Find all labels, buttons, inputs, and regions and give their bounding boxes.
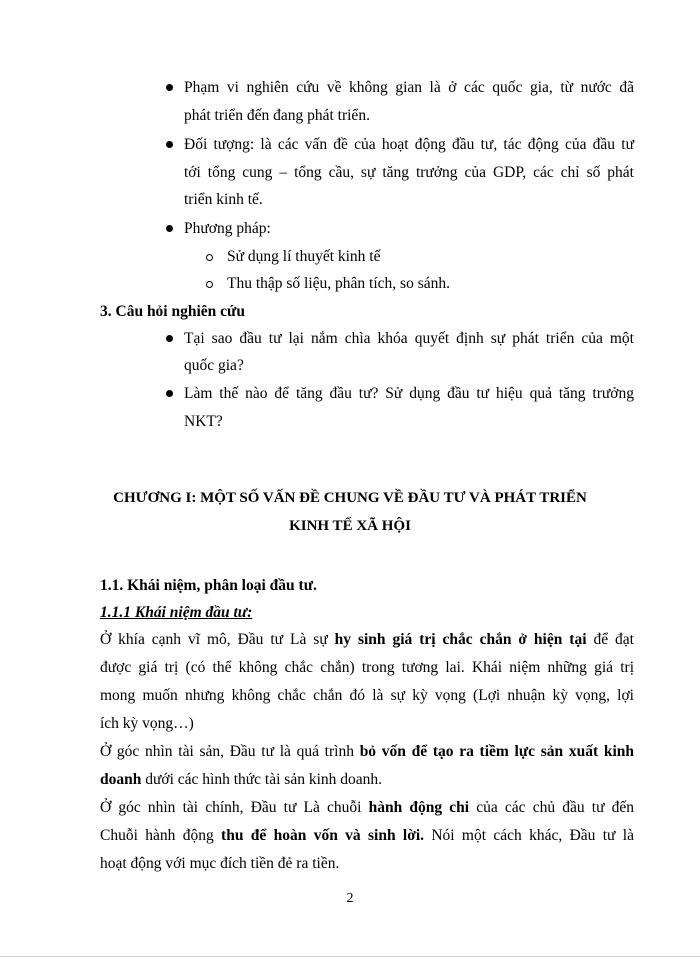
paragraph-line: Ở góc nhìn tài chính, Đầu tư Là chuỗi hành động chi của các chủ đầu tư đến xyxy=(100,799,634,816)
bullet-text-line: Làm thế nào để tăng đầu tư? Sử dụng đầu tư hiệu quả tăng trưởng xyxy=(184,385,634,402)
bullet-text-line: triển kinh tế. xyxy=(184,191,263,208)
bullet-text-line: Đối tượng: là các vấn đề của hoạt động đầu tư, tác động của đầu tư xyxy=(184,136,634,153)
sub-bullet-circle-icon xyxy=(206,254,213,261)
bullet-dot-icon xyxy=(166,225,173,232)
sub-bullet-circle-icon xyxy=(206,281,213,288)
bullet-text-line: NKT? xyxy=(184,413,223,430)
chapter-title: CHƯƠNG I: MỘT SỐ VẤN ĐỀ CHUNG VỀ ĐẦU TƯ VÀ PHÁT TRIỂN xyxy=(113,490,587,506)
bullet-text-line: Tại sao đầu tư lại nắm chìa khóa quyết định sự phát triển của một xyxy=(184,330,634,347)
page-number: 2 xyxy=(346,891,354,906)
paragraph-line: ích kỳ vọng…) xyxy=(100,715,194,732)
paragraph-line: Ở khía cạnh vĩ mô, Đầu tư Là sự hy sinh giá trị chắc chắn ở hiện tại để đạt xyxy=(100,631,634,648)
bullet-text-line: phát triển đến đang phát triển. xyxy=(184,107,370,124)
paragraph-line: được giá trị (có thể không chắc chắn) trong tương lai. Khái niệm những giá trị xyxy=(100,659,634,676)
sub-bullet-text: Sử dụng lí thuyết kinh tế xyxy=(227,248,381,265)
bullet-text-line: Phương pháp: xyxy=(184,220,271,237)
bullet-text-line: Phạm vi nghiên cứu về không gian là ở các quốc gia, từ nước đã xyxy=(184,79,634,96)
subsection-heading: 1.1.1 Khái niệm đầu tư: xyxy=(100,604,253,621)
bullet-dot-icon xyxy=(166,335,173,342)
paragraph-line: Chuỗi hành động thu để hoàn vốn và sinh lời. Nói một cách khác, Đầu tư là xyxy=(100,827,634,844)
section-heading: 1.1. Khái niệm, phân loại đầu tư. xyxy=(100,577,317,594)
sub-bullet-text: Thu thập số liệu, phân tích, so sánh. xyxy=(227,275,450,292)
paragraph-line: doanh dưới các hình thức tài sản kinh doanh. xyxy=(100,771,383,788)
paragraph-line: Ở góc nhìn tài sản, Đầu tư là quá trình bỏ vốn để tạo ra tiềm lực sản xuất kinh xyxy=(100,743,634,760)
section-heading: 3. Câu hỏi nghiên cứu xyxy=(100,303,245,320)
bullet-text-line: tới tổng cung – tổng cầu, sự tăng trưởng của GDP, các chỉ số phát xyxy=(184,164,634,181)
paragraph-line: hoạt động với mục đích tiền đẻ ra tiền. xyxy=(100,855,340,872)
bullet-dot-icon xyxy=(166,390,173,397)
bullet-text-line: quốc gia? xyxy=(184,357,244,374)
page-bottom-divider xyxy=(0,956,700,957)
bullet-dot-icon xyxy=(166,84,173,91)
paragraph-line: mong muốn nhưng không chắc chắn đó là sự kỳ vọng (Lợi nhuận kỳ vọng, lợi xyxy=(100,687,634,704)
chapter-title-line2: KINH TẾ XÃ HỘI xyxy=(289,518,411,534)
bullet-dot-icon xyxy=(166,141,173,148)
